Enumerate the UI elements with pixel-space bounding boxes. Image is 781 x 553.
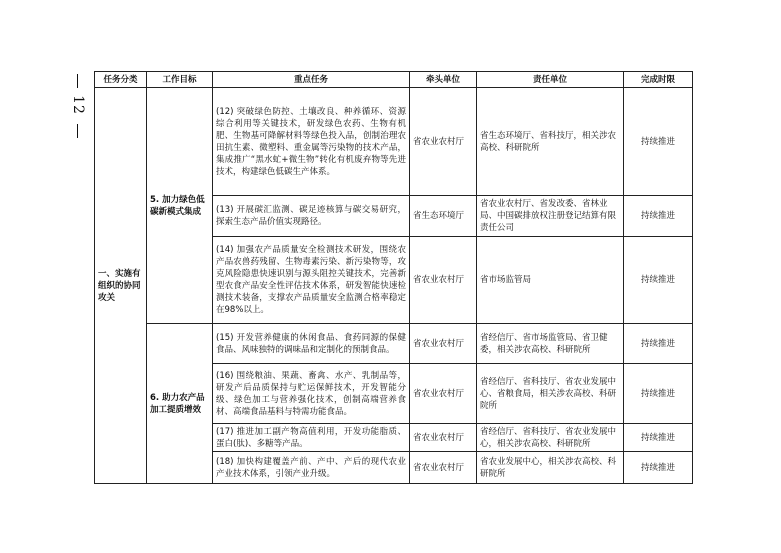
responsible-unit-cell: 省农业发展中心，相关涉农高校、科研院所	[477, 452, 624, 484]
header-key-task: 重点任务	[213, 72, 410, 88]
table-row	[95, 324, 693, 364]
header-lead-unit: 牵头单位	[410, 72, 477, 88]
task-table	[94, 71, 693, 484]
lead-unit-cell: 省农业农村厅	[410, 424, 477, 452]
category-cell: 一、实施有组织的协同攻关	[95, 88, 147, 484]
header-responsible-unit: 责任单位	[477, 72, 624, 88]
deadline-cell: 持续推进	[624, 88, 693, 196]
table-header-row	[95, 72, 693, 88]
responsible-unit-cell: 省市场监管局	[477, 237, 624, 324]
deadline-cell: 持续推进	[624, 324, 693, 364]
task-cell: (18) 加快构建覆盖产前、产中、产后的现代农业产业技术体系，引领产业升级。	[213, 452, 410, 484]
goal-cell: 6. 助力农产品加工提质增效	[147, 324, 213, 484]
lead-unit-cell: 省农业农村厅	[410, 324, 477, 364]
table-row	[95, 88, 693, 196]
page-number	[70, 82, 86, 128]
deadline-cell: 持续推进	[624, 424, 693, 452]
lead-unit-cell: 省农业农村厅	[410, 88, 477, 196]
task-cell: (17) 推进加工副产物高值利用，开发功能脂质、蛋白(肽)、多糖等产品。	[213, 424, 410, 452]
deadline-cell: 持续推进	[624, 196, 693, 237]
lead-unit-cell: 省生态环境厅	[410, 196, 477, 237]
header-category: 任务分类	[95, 72, 147, 88]
lead-unit-cell: 省农业农村厅	[410, 237, 477, 324]
page-number-text: 12	[70, 95, 87, 115]
lead-unit-cell: 省农业农村厅	[410, 452, 477, 484]
goal-cell: 5. 加力绿色低碳新模式集成	[147, 88, 213, 324]
header-goal: 工作目标	[147, 72, 213, 88]
deadline-cell: 持续推进	[624, 237, 693, 324]
header-deadline: 完成时限	[624, 72, 693, 88]
responsible-unit-cell: 省经信厅、省市场监管局、省卫健委，相关涉农高校、科研院所	[477, 324, 624, 364]
task-cell: (15) 开发营养健康的休闲食品、食药同源的保健食品、风味独特的调味品和定制化的预制食品。	[213, 324, 410, 364]
deadline-cell: 持续推进	[624, 364, 693, 424]
responsible-unit-cell: 省经信厅、省科技厅、省农业发展中心，相关涉农高校、科研院所	[477, 424, 624, 452]
responsible-unit-cell: 省经信厅、省科技厅、省农业发展中心、省粮食局，相关涉农高校、科研院所	[477, 364, 624, 424]
lead-unit-cell: 省农业农村厅	[410, 364, 477, 424]
responsible-unit-cell: 省生态环境厅、省科技厅，相关涉农高校、科研院所	[477, 88, 624, 196]
deadline-cell: 持续推进	[624, 452, 693, 484]
task-cell: (13) 开展碳汇监测、碳足迹核算与碳交易研究，探索生态产品价值实现路径。	[213, 196, 410, 237]
task-cell: (12) 突破绿色防控、土壤改良、种养循环、资源综合利用等关键技术，研发绿色农药、生物有机肥、生物基可降解材料等绿色投入品，创制治理农田抗生素、微塑料、重金属等污染物的技术产品，集成推广“黑水虻+微生物”转化有机废弃物等先进技术，构建绿色低碳生产体系。	[213, 88, 410, 196]
task-cell: (14) 加强农产品质量安全检测技术研发，围绕农产品农兽药残留、生物毒素污染、新污染物等，攻克风险隐患快速识别与源头阻控关键技术，完善新型农食产品安全性评估技术体系，研发智能快速检测技术装备，支撑农产品质量安全监测合格率稳定在98%以上。	[213, 237, 410, 324]
responsible-unit-cell: 省农业农村厅、省发改委、省林业局、中国碳排放权注册登记结算有限责任公司	[477, 196, 624, 237]
task-cell: (16) 围绕粮油、果蔬、畜禽、水产、乳制品等，研发产后品质保持与贮运保鲜技术，开发智能分级、绿色加工与营养强化技术，创制高端营养食材、高端食品基料与特需功能食品。	[213, 364, 410, 424]
